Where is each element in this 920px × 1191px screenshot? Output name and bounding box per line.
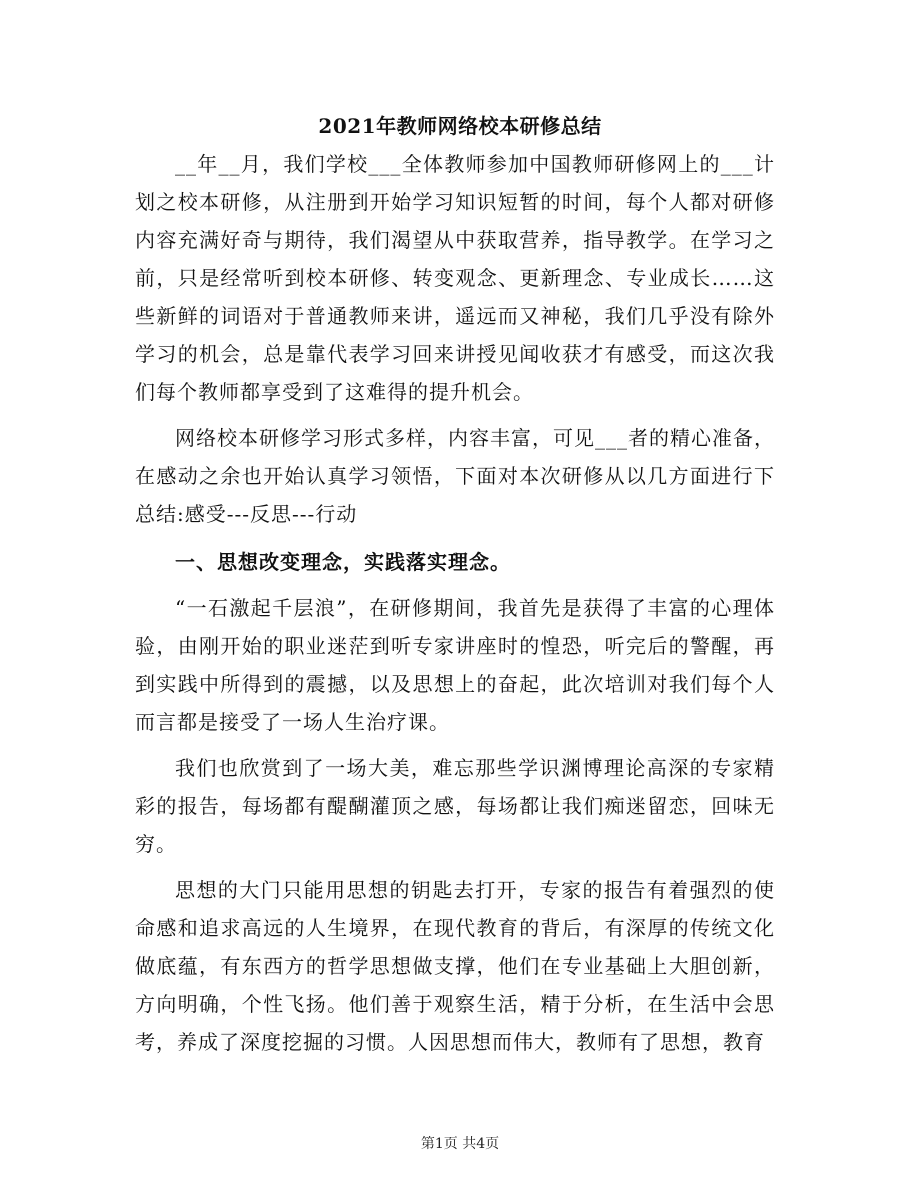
page-footer: 第1页 共4页 bbox=[420, 1136, 500, 1152]
paragraph-2: 网络校本研修学习形式多样，内容丰富，可见___者的精心准备，在感动之余也开始认真学习领悟，下面对本次研修从以几方面进行下总结:感受---反思---行动 bbox=[135, 426, 775, 526]
section-paragraph-2: 我们也欣赏到了一场大美，难忘那些学识渊博理论高深的专家精彩的报告，每场都有醍醐灌顶之感，每场都让我们痴迷留恋，回味无穷。 bbox=[135, 756, 775, 856]
page-title: 2021年教师网络校本研修总结 bbox=[318, 114, 602, 138]
paragraph-1: __年__月，我们学校___全体教师参加中国教师研修网上的___计划之校本研修，从注册到开始学习知识短暂的时间，每个人都对研修内容充满好奇与期待，我们渴望从中获取营养，指导教学。在学习之前，只是经常听到校本研修、转变观念、更新理念、专业成长……这些新鲜的词语对于普通教师来讲，遥远而又神秘，我们几乎没有除外学习的机会，总是靠代表学习回来讲授见闻收获才有感受，而这次我们每个教师都享受到了这难得的提升机会。 bbox=[135, 152, 775, 404]
section-heading: 一、思想改变理念，实践落实理念。 bbox=[175, 550, 511, 574]
document-body bbox=[135, 145, 775, 1061]
section-paragraph-3: 思想的大门只能用思想的钥匙去打开，专家的报告有着强烈的使命感和追求高远的人生境界，在现代教育的背后，有深厚的传统文化做底蕴，有东西方的哲学思想做支撑，他们在专业基础上大胆创新，方向明确，个性飞扬。他们善于观察生活，精于分析，在生活中会思考，养成了深度挖掘的习惯。人因思想而伟大，教师有了思想，教育 bbox=[135, 878, 775, 1054]
section-paragraph-1: “一石激起千层浪”，在研修期间，我首先是获得了丰富的心理体验，由刚开始的职业迷茫到听专家讲座时的惶恐，听完后的警醒，再到实践中所得到的震撼，以及思想上的奋起，此次培训对我们每个人而言都是接受了一场人生治疗课。 bbox=[135, 596, 775, 734]
